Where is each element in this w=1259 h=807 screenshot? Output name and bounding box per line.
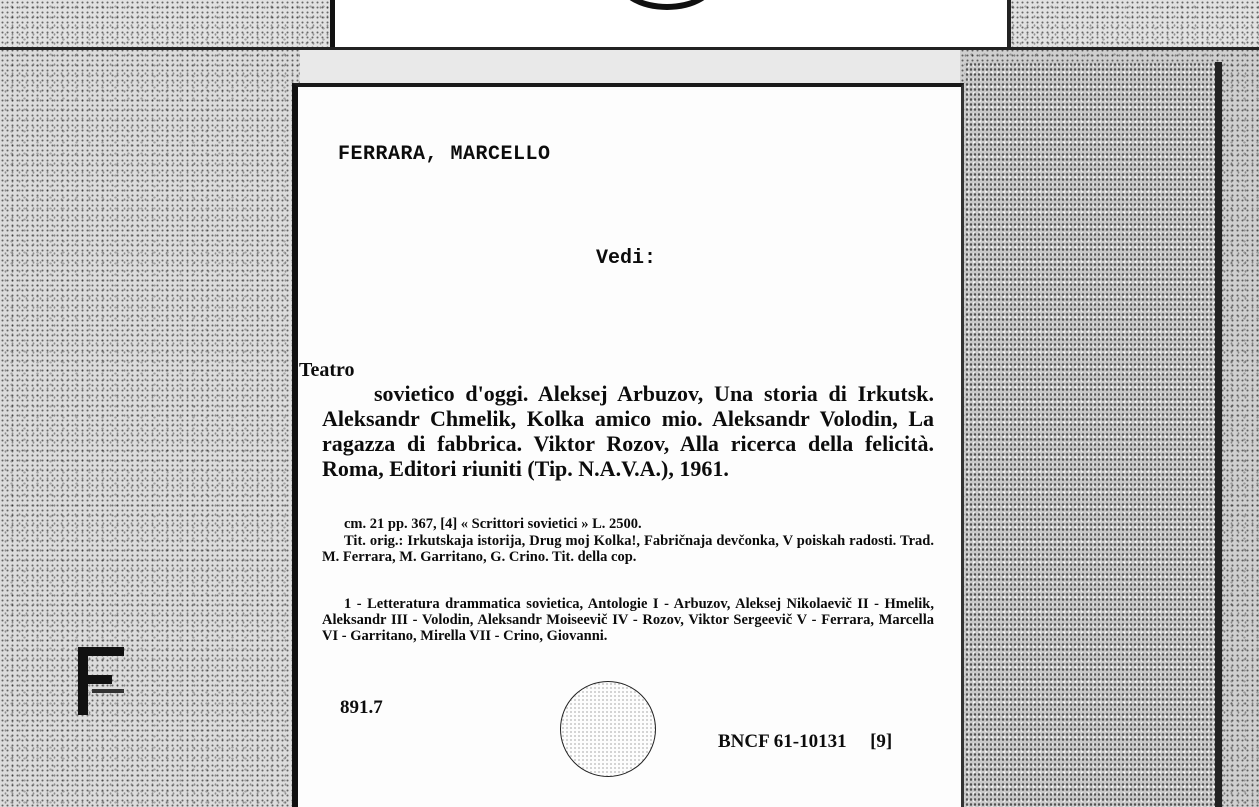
original-title-note: Tit. orig.: Irkutskaja istorija, Drug moj Kolka!, Fabričnaja devčonka, V poiskah radosti. Trad. M. Ferrara, M. Garritano, G. Crino. Tit. della cop. xyxy=(322,533,934,565)
title-paragraph: sovietico d'oggi. Aleksej Arbuzov, Una storia di Irkutsk. Aleksandr Chmelik, Kolka amico mio. Aleksandr Volodin, La ragazza di fabbrica. Viktor Rozov, Alla ricerca della felicità. Roma, Editori riuniti (Tip. N.A.V.A.), 1961. xyxy=(322,381,934,481)
card-header-name: FERRARA, MARCELLO xyxy=(338,143,551,166)
physical-description: cm. 21 pp. 367, [4] « Scrittori sovietici » L. 2500. xyxy=(344,516,642,532)
subject-note: 1 - Letteratura drammatica sovietica, Antologie I - Arbuzov, Aleksej Nikolaevič II - Hmelik, Aleksandr III - Volodin, Aleksandr Moiseevič IV - Rozov, Viktor Sergeevič V - Ferrara, Marcella VI - Garritano, Mirella VII - Crino, Giovanni. xyxy=(322,596,934,644)
card-punch-hole xyxy=(617,0,717,10)
card-stack-edge xyxy=(965,62,1222,807)
catalog-number: BNCF 61-10131 xyxy=(718,731,847,752)
library-stamp-icon xyxy=(560,681,656,777)
class-number: 891.7 xyxy=(340,697,383,718)
see-reference-label: Vedi: xyxy=(596,247,657,270)
heading-title: Teatro xyxy=(299,359,355,381)
catalog-card xyxy=(292,83,964,807)
drawer-tab-letter-icon xyxy=(74,645,130,717)
card-index: [9] xyxy=(870,731,893,752)
card-divider-line xyxy=(0,47,1259,50)
catalog-number-line xyxy=(718,731,892,753)
previous-card-edge xyxy=(330,0,1011,50)
background-left xyxy=(0,48,300,807)
